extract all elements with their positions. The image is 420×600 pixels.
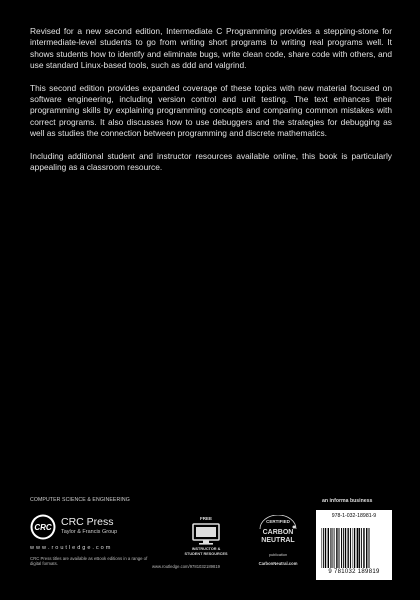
isbn-number: 978-1-032-18981-9 [331, 513, 377, 519]
barcode-bar [333, 528, 334, 568]
barcode-bar [352, 528, 353, 568]
description-paragraph-3: Including additional student and instructor resources available online, this book is particularly appealing as a classroom resource. [30, 150, 392, 173]
barcode-bar [369, 528, 370, 568]
barcode-bar [339, 528, 340, 568]
book-description [30, 26, 392, 184]
barcode-digits: 9 781032 189819 [328, 569, 380, 575]
description-paragraph-1: Revised for a new second edition, Intermediate C Programming provides a stepping-stone for intermediate-level students to go from writing short programs to writing real programs well. It shows students how to identify and eliminate bugs, write clean code, share code with others, and use standard Linux-based tools, such as ddd and valgrind. [30, 26, 392, 71]
barcode-bar [354, 528, 355, 568]
carbon-publication-label: publication [268, 553, 288, 557]
barcode-bar [361, 528, 362, 568]
publisher-group: Taylor & Francis Group [61, 529, 118, 535]
carbon-main-text-2: NEUTRAL [261, 537, 295, 544]
carbon-certified-text: CERTIFIED [266, 519, 290, 524]
barcode-bar [350, 528, 351, 568]
barcode-bar [330, 528, 331, 568]
barcode-bar [368, 528, 369, 568]
barcode-bars [320, 528, 388, 568]
barcode-bar [323, 528, 324, 568]
description-paragraph-2: This second edition provides expanded coverage of these topics with new material focused on software engineering, including version control and unit testing. The text enhances their programming skills by explaining programming concepts and comparing common mistakes with correct programs. It also discusses how to use debuggers and the strategies for debugging as well as studies the connection between programming and discrete mathematics. [30, 82, 392, 139]
free-label: FREE [199, 516, 212, 521]
publisher-url[interactable]: w w w . r o u t l e d g e . c o m [30, 545, 111, 551]
barcode-bar [366, 528, 367, 568]
subject-category: COMPUTER SCIENCE & ENGINEERING [30, 497, 130, 503]
barcode-bar [345, 528, 346, 568]
free-resources-text: INSTRUCTOR & STUDENT RESOURCES [184, 547, 228, 556]
barcode-bar [332, 528, 333, 568]
publisher-block [30, 513, 170, 573]
carbon-neutral-icon [256, 515, 300, 549]
barcode-bar [359, 528, 360, 568]
barcode-bar [321, 528, 322, 568]
isbn-barcode [316, 510, 392, 580]
crc-logo-text: CRC [34, 523, 52, 532]
carbon-site-label: CarbonNeutral.com [258, 561, 298, 566]
resources-url[interactable]: www.routledge.com/9781032189819 [152, 564, 220, 569]
barcode-bar [336, 528, 337, 568]
monitor-icon [191, 523, 221, 545]
carbon-main-text-1: CARBON [262, 529, 294, 536]
barcode-bar [341, 528, 342, 568]
barcode-bar [334, 528, 335, 568]
barcode-bar [363, 528, 364, 568]
free-resources-badge [183, 516, 229, 566]
ebook-note: CRC Press titles are available as eBook editions in a range of digital formats. [30, 556, 148, 567]
barcode-bar [338, 528, 339, 568]
publisher-name: CRC Press [61, 516, 114, 528]
barcode-bar [328, 528, 329, 568]
barcode-bar [357, 528, 358, 568]
crc-logo-icon [30, 514, 56, 540]
barcode-bar [347, 528, 348, 568]
barcode-bar [343, 528, 344, 568]
barcode-bar [348, 528, 349, 568]
carbon-neutral-badge [254, 515, 302, 575]
barcode-bar [325, 528, 326, 568]
informa-tagline: an informa business [322, 498, 373, 504]
